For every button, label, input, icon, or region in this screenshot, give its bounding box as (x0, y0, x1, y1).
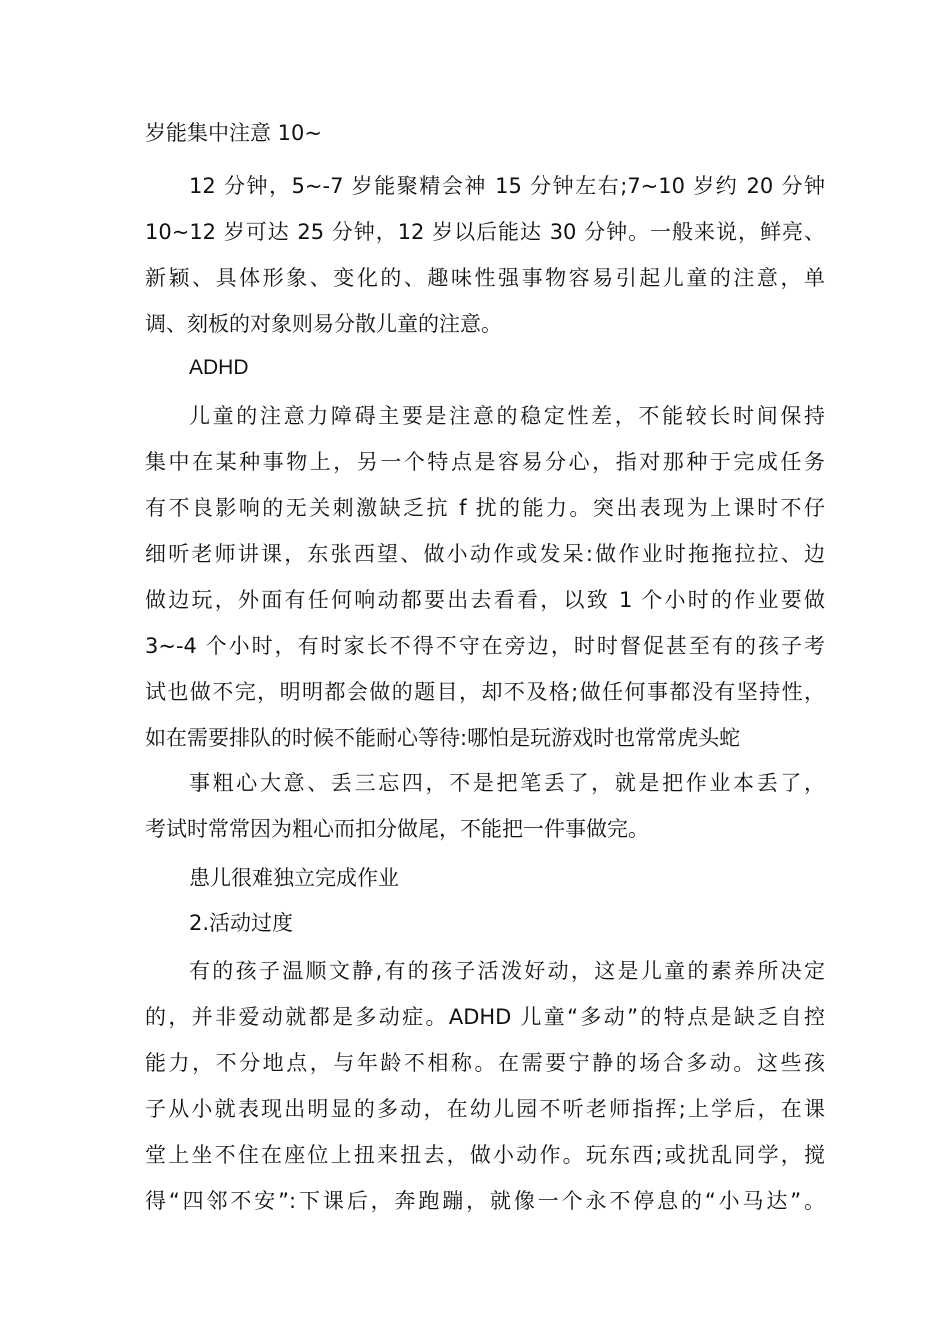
text-line: 的，并非爱动就都是多动症。ADHD 儿童“多动”的特点是缺乏自控 (145, 1005, 825, 1029)
paragraph-carelessness (145, 760, 825, 852)
text-line: 事粗心大意、丢三忘四，不是把笔丢了，就是把作业本丢了， (189, 771, 825, 795)
text-line: 细听老师讲课，东张西望、做小动作或发呆:做作业时拖拖拉拉、边 (145, 542, 825, 566)
text-line: 岁能集中注意 10~ (145, 121, 322, 145)
paragraph-attention-span-intro (145, 110, 825, 156)
text-line: ADHD (189, 356, 249, 379)
text-line: 儿童的注意力障碍主要是注意的稳定性差，不能较长时间保持 (189, 404, 825, 428)
text-line: 子从小就表现出明显的多动，在幼儿园不听老师指挥;上学后，在课 (145, 1097, 825, 1121)
text-line: 新颖、具体形象、变化的、趣味性强事物容易引起儿童的注意，单 (145, 266, 825, 290)
section-heading-adhd (145, 345, 825, 391)
paragraph-attention-span-ages (145, 163, 825, 347)
section-heading-hyperactivity (145, 900, 825, 946)
paragraph-hyperactivity (145, 948, 825, 1224)
paragraph-attention-disorder (145, 393, 825, 761)
paragraph-homework (145, 855, 825, 901)
text-line: 得“四邻不安”:下课后，奔跑蹦，就像一个永不停息的“小马达”。 (145, 1189, 825, 1213)
text-line: 如在需要排队的时候不能耐心等待:哪怕是玩游戏时也常常虎头蛇 (145, 726, 741, 750)
text-line: 调、刻板的对象则易分散儿童的注意。 (145, 312, 502, 336)
text-line: 3~-4 个小时，有时家长不得不守在旁边，时时督促甚至有的孩子考 (145, 634, 825, 658)
text-line: 10~12 岁可达 25 分钟，12 岁以后能达 30 分钟。一般来说，鲜亮、 (145, 220, 825, 244)
text-line: 2.活动过度 (189, 911, 294, 935)
text-line: 考试时常常因为粗心而扣分做尾，不能把一件事做完。 (145, 817, 649, 841)
text-line: 有不良影响的无关刺激缺乏抗 f 扰的能力。突出表现为上课时不仔 (145, 496, 825, 520)
text-line: 堂上坐不住在座位上扭来扭去，做小动作。玩东西;或扰乱同学，搅 (145, 1143, 825, 1167)
text-line: 能力，不分地点，与年龄不相称。在需要宁静的场合多动。这些孩 (145, 1051, 825, 1075)
text-line: 试也做不完，明明都会做的题目，却不及格;做任何事都没有坚持性， (145, 680, 825, 704)
text-line: 做边玩，外面有任何响动都要出去看看，以致 1 个小时的作业要做 (145, 588, 825, 612)
text-line: 12 分钟，5~-7 岁能聚精会神 15 分钟左右;7~10 岁约 20 分钟 (189, 174, 825, 198)
text-line: 有的孩子温顺文静,有的孩子活泼好动，这是儿童的素养所决定 (189, 959, 825, 983)
text-line: 集中在某种事物上，另一个特点是容易分心，指对那种于完成任务 (145, 450, 825, 474)
text-line: 患儿很难独立完成作业 (189, 866, 399, 890)
